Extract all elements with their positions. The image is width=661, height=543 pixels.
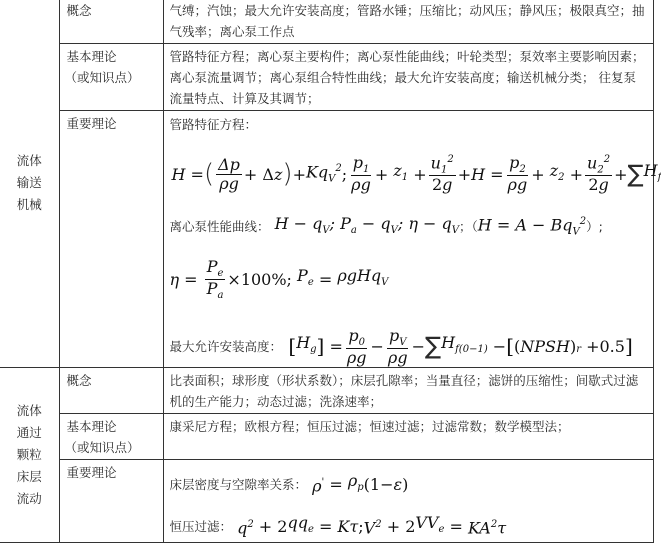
- table-row: [0, 368, 653, 414]
- label-main: 基本理论: [66, 419, 117, 435]
- category-line: 机械: [16, 196, 42, 212]
- const-pressure-line: 恒压过滤： $q^2$ + 2 $qq_e$ = Kτ ; $V^2$ + 2 $VV_e$ = $KA^2\tau$: [169, 513, 507, 538]
- row-content-basic-theory: 康采尼方程；欧根方程；恒压过滤；恒速过滤；过滤常数；数学模型法；: [163, 414, 653, 460]
- table-row: [0, 0, 653, 44]
- section-category-fluid-machinery: [0, 0, 59, 368]
- category-line: 通过: [16, 424, 42, 440]
- row-label-important-theory: 重要理论: [59, 111, 163, 368]
- pipe-eq-formula: H = ( $\frac{\Delta p}{\rho g}$ + Δ z ) + $Kq_V^2$ ; $\frac{p_1}{\rho g}$ + $z_1$ + $\frac{u_1^2}{2g}$ + H = $\frac{p_2}{\rho g}$ + $z_2$ + $\frac{u_2^2}{2g}$ + ∑ $H_f$: [171, 153, 661, 195]
- max-height-line: 最大允许安装高度： [ $H_g$ ] = $\frac{p_0}{\rho g}$ − $\frac{p_V}{\rho g}$ − ∑ $H_{f(0-1)}$ − [ ( NPSH ) $_r$ +0.5 ]: [169, 325, 633, 367]
- row-label-important-theory: 重要理论: [59, 460, 163, 542]
- row-content-important-theory: [163, 111, 661, 368]
- category-line: 流体: [16, 402, 42, 418]
- label-sub: （或知识点）: [64, 70, 140, 85]
- row-label-basic-theory: [59, 44, 163, 111]
- table-row: [0, 44, 653, 111]
- row-label-concept: 概念: [59, 0, 163, 44]
- category-line: 流体: [16, 152, 42, 168]
- category-line: 床层: [16, 468, 42, 484]
- label-sub: （或知识点）: [64, 440, 140, 456]
- table-row: [0, 414, 653, 460]
- row-content-basic-theory: 管路特征方程；离心泵主要构件；离心泵性能曲线；叶轮类型；泵效率主要影响因素；离心泵流量调节；离心泵组合特性曲线；最大允许安装高度；输送机械分类； 往复泵流量特点、计算及其调节；: [163, 44, 653, 111]
- pump-curve-label: 离心泵性能曲线：: [169, 219, 270, 235]
- const-pressure-label: 恒压过滤：: [169, 519, 233, 535]
- efficiency-formula: η = $\frac{P_e}{P_a}$ ×100%; $P_e$ = ρgHq$_V$: [169, 256, 389, 302]
- max-height-label: 最大允许安装高度：: [169, 338, 283, 354]
- row-label-concept: 概念: [59, 368, 163, 414]
- bed-density-line: 床层密度与空隙率关系： ρ' = $\rho_p$ (1− ε ): [169, 471, 409, 496]
- row-content-concept: 气缚；汽蚀；最大允许安装高度；管路水锤；压缩比；动风压；静风压；极限真空；抽气残率；离心泵工作点: [163, 0, 653, 44]
- table-row: [0, 111, 653, 368]
- table-row: [0, 460, 653, 542]
- row-content-important-theory: [163, 460, 653, 542]
- pump-curve-line: 离心泵性能曲线： $H - q_V$; $P_a - q_V$; $\eta - q_V$ ；（ $H = A - Bq_V^2$ ）;: [169, 213, 603, 238]
- row-label-basic-theory: [59, 414, 163, 460]
- category-line: 输送: [16, 174, 42, 190]
- pipe-eq-label: 管路特征方程：: [169, 117, 258, 132]
- category-line: 颗粒: [16, 446, 42, 462]
- label-main: 基本理论: [66, 49, 117, 64]
- row-content-concept: 比表面积；球形度（形状系数）；床层孔隙率；当量直径；滤饼的压缩性；间歇式过滤机的生产能力；动态过滤；洗涤速率；: [163, 368, 653, 414]
- category-line: 流动: [16, 490, 42, 506]
- section-category-particle-bed-flow: [0, 368, 59, 542]
- bed-density-label: 床层密度与空隙率关系：: [169, 476, 308, 492]
